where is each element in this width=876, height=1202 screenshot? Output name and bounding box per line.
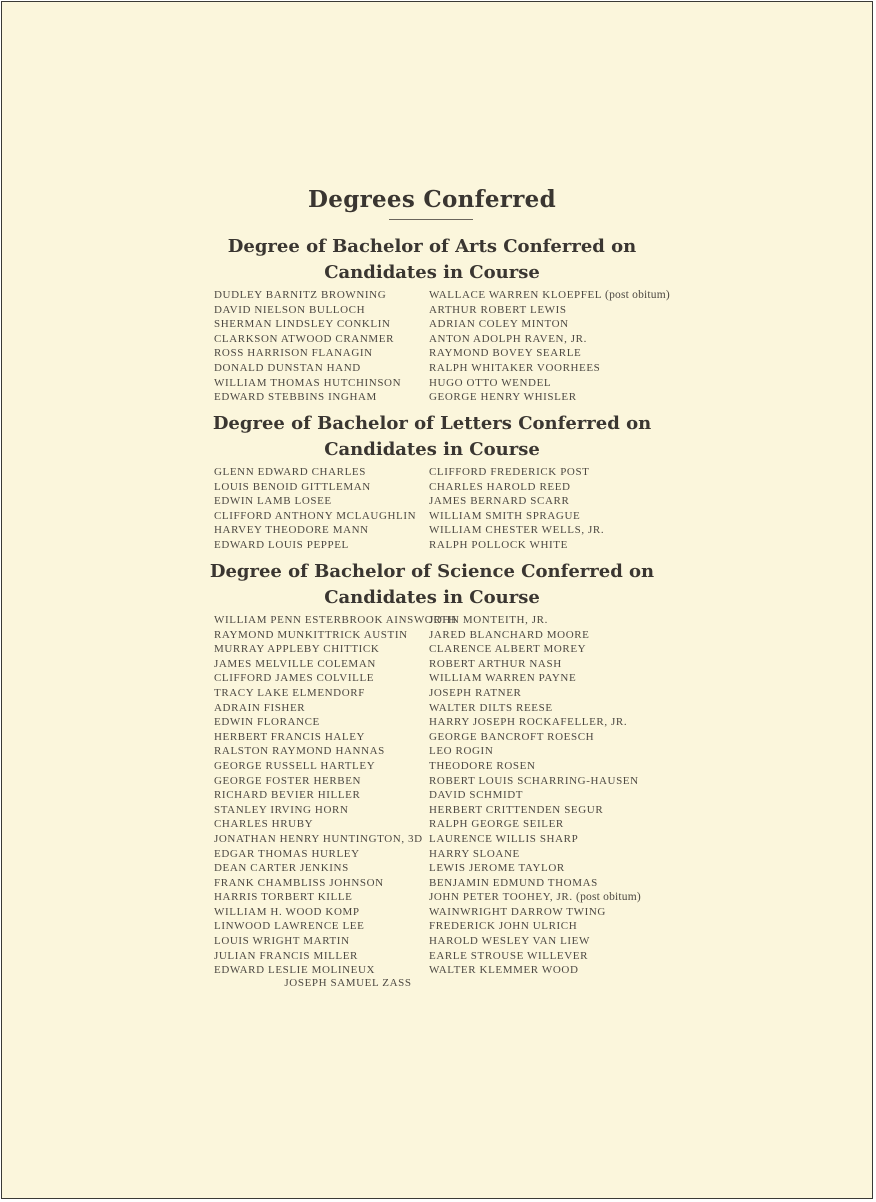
names-column-right — [429, 613, 641, 978]
graduate-name: RALSTON RAYMOND HANNAS — [214, 745, 385, 758]
graduate-name: FRANK CHAMBLISS JOHNSON — [214, 876, 384, 889]
section-heading-line1: Degree of Bachelor of Letters Conferred on — [212, 413, 652, 434]
graduate-name: JARED BLANCHARD MOORE — [429, 628, 590, 641]
graduate-name: ARTHUR ROBERT LEWIS — [429, 303, 567, 316]
names-column-left — [214, 465, 416, 553]
graduate-name: GEORGE RUSSELL HARTLEY — [214, 759, 376, 772]
graduate-name: ROBERT ARTHUR NASH — [429, 657, 562, 670]
graduate-name: JULIAN FRANCIS MILLER — [214, 949, 358, 962]
page-title: Degrees Conferred — [308, 186, 556, 213]
graduate-name: EDWIN LAMB LOSEE — [214, 495, 332, 508]
graduate-name: SHERMAN LINDSLEY CONKLIN — [214, 318, 391, 331]
graduate-name: HARRIS TORBERT KILLE — [214, 891, 353, 904]
graduate-name: HARRY JOSEPH ROCKAFELLER, JR. — [429, 716, 628, 729]
graduate-name: EDWARD STEBBINS INGHAM — [214, 391, 377, 404]
graduate-name: ROBERT LOUIS SCHARRING-HAUSEN — [429, 774, 639, 787]
graduate-name: EDGAR THOMAS HURLEY — [214, 847, 360, 860]
graduate-name: LEWIS JEROME TAYLOR — [429, 862, 565, 875]
graduate-name: LOUIS WRIGHT MARTIN — [214, 935, 350, 948]
graduate-name: ROSS HARRISON FLANAGIN — [214, 347, 373, 360]
graduate-name: WAINWRIGHT DARROW TWING — [429, 905, 606, 918]
graduate-name: JOHN PETER TOOHEY, JR. (post obitum) — [429, 891, 641, 904]
graduate-name: GEORGE BANCROFT ROESCH — [429, 730, 595, 743]
graduate-name: ANTON ADOLPH RAVEN, JR. — [429, 332, 587, 345]
graduate-name: CLARENCE ALBERT MOREY — [429, 643, 587, 656]
graduate-name: RAYMOND BOVEY SEARLE — [429, 347, 582, 360]
graduate-name: RICHARD BEVIER HILLER — [214, 789, 361, 802]
graduate-name: WILLIAM PENN ESTERBROOK AINSWORTH — [214, 614, 457, 626]
graduate-name: EDWARD LOUIS PEPPEL — [214, 538, 349, 551]
graduate-name: WALTER KLEMMER WOOD — [429, 964, 579, 977]
graduate-name: JOHN MONTEITH, JR. — [429, 614, 548, 626]
section-heading-arts — [2, 234, 862, 286]
names-column-right — [429, 288, 670, 405]
graduate-name: LEO ROGIN — [429, 745, 494, 758]
graduate-name: WILLIAM H. WOOD KOMP — [214, 905, 360, 918]
graduate-name: WILLIAM THOMAS HUTCHINSON — [214, 376, 402, 389]
graduate-name: WALTER DILTS REESE — [429, 701, 553, 714]
graduate-name: JOSEPH RATNER — [429, 686, 522, 699]
graduate-name: HUGO OTTO WENDEL — [429, 376, 552, 389]
graduate-name: JAMES MELVILLE COLEMAN — [214, 657, 376, 670]
graduate-name: CLIFFORD ANTHONY MCLAUGHLIN — [214, 509, 417, 522]
post-obitum-note: (post obitum) — [605, 289, 670, 301]
graduate-name: LINWOOD LAWRENCE LEE — [214, 920, 365, 933]
graduate-name: LAURENCE WILLIS SHARP — [429, 832, 579, 845]
graduate-name: DAVID NIELSON BULLOCH — [214, 303, 366, 316]
graduate-name: ADRIAN COLEY MINTON — [429, 318, 569, 331]
graduate-name: RALPH POLLOCK WHITE — [429, 538, 568, 551]
section-heading-science — [2, 559, 862, 611]
graduate-name: DEAN CARTER JENKINS — [214, 862, 349, 875]
graduate-name: CLIFFORD FREDERICK POST — [429, 466, 590, 478]
graduate-name: ADRAIN FISHER — [214, 701, 306, 714]
graduate-name: JAMES BERNARD SCARR — [429, 495, 570, 508]
graduate-name: CLIFFORD JAMES COLVILLE — [214, 672, 375, 685]
graduate-name: RALPH GEORGE SEILER — [429, 818, 564, 831]
section-heading-line2: Candidates in Course — [324, 262, 540, 283]
graduate-name: STANLEY IRVING HORN — [214, 803, 349, 816]
section-heading-letters — [2, 411, 862, 463]
section-heading-line2: Candidates in Course — [324, 439, 540, 460]
graduate-name: CHARLES HRUBY — [214, 818, 314, 831]
graduate-name: THEODORE ROSEN — [429, 759, 536, 772]
graduate-name: WALLACE WARREN KLOEPFEL (post obitum) — [429, 289, 670, 301]
graduate-name: TRACY LAKE ELMENDORF — [214, 686, 365, 699]
graduate-name: HAROLD WESLEY VAN LIEW — [429, 935, 590, 948]
names-column-right — [429, 465, 604, 553]
graduate-name: HARVEY THEODORE MANN — [214, 524, 369, 537]
graduate-name: DUDLEY BARNITZ BROWNING — [214, 289, 387, 301]
section-heading-line2: Candidates in Course — [324, 587, 540, 608]
graduate-name-centered: JOSEPH SAMUEL ZASS — [284, 977, 412, 989]
graduate-name: EDWARD LESLIE MOLINEUX — [214, 964, 376, 977]
section-heading-line1: Degree of Bachelor of Science Conferred on — [209, 561, 655, 582]
graduate-name: GEORGE FOSTER HERBEN — [214, 774, 362, 787]
names-column-left — [214, 613, 457, 978]
post-obitum-note: (post obitum) — [576, 891, 641, 904]
graduate-name: CHARLES HAROLD REED — [429, 480, 571, 493]
graduate-name: DONALD DUNSTAN HAND — [214, 361, 361, 374]
section-heading-line1: Degree of Bachelor of Arts Conferred on — [227, 236, 637, 257]
graduate-name: JONATHAN HENRY HUNTINGTON, 3D — [214, 832, 423, 845]
graduate-name: WILLIAM CHESTER WELLS, JR. — [429, 524, 605, 537]
graduate-name: LOUIS BENOID GITTLEMAN — [214, 480, 371, 493]
graduate-name: WILLIAM WARREN PAYNE — [429, 672, 577, 685]
title-rule — [389, 219, 473, 220]
page — [1, 1, 873, 1199]
graduate-name: EDWIN FLORANCE — [214, 716, 320, 729]
graduate-name: BENJAMIN EDMUND THOMAS — [429, 876, 598, 889]
graduate-name: EARLE STROUSE WILLEVER — [429, 949, 589, 962]
graduate-name: GEORGE HENRY WHISLER — [429, 391, 577, 404]
graduate-name: WILLIAM SMITH SPRAGUE — [429, 509, 581, 522]
graduate-name: RALPH WHITAKER VOORHEES — [429, 361, 601, 374]
names-column-left — [214, 288, 401, 405]
graduate-name: CLARKSON ATWOOD CRANMER — [214, 332, 395, 345]
graduate-name: HERBERT FRANCIS HALEY — [214, 730, 366, 743]
graduate-name: RAYMOND MUNKITTRICK AUSTIN — [214, 628, 408, 641]
graduate-name: GLENN EDWARD CHARLES — [214, 466, 366, 478]
graduate-name: DAVID SCHMIDT — [429, 789, 524, 802]
graduate-name: HERBERT CRITTENDEN SEGUR — [429, 803, 604, 816]
graduate-name: FREDERICK JOHN ULRICH — [429, 920, 578, 933]
graduate-name: MURRAY APPLEBY CHITTICK — [214, 643, 380, 656]
graduate-name: HARRY SLOANE — [429, 847, 520, 860]
